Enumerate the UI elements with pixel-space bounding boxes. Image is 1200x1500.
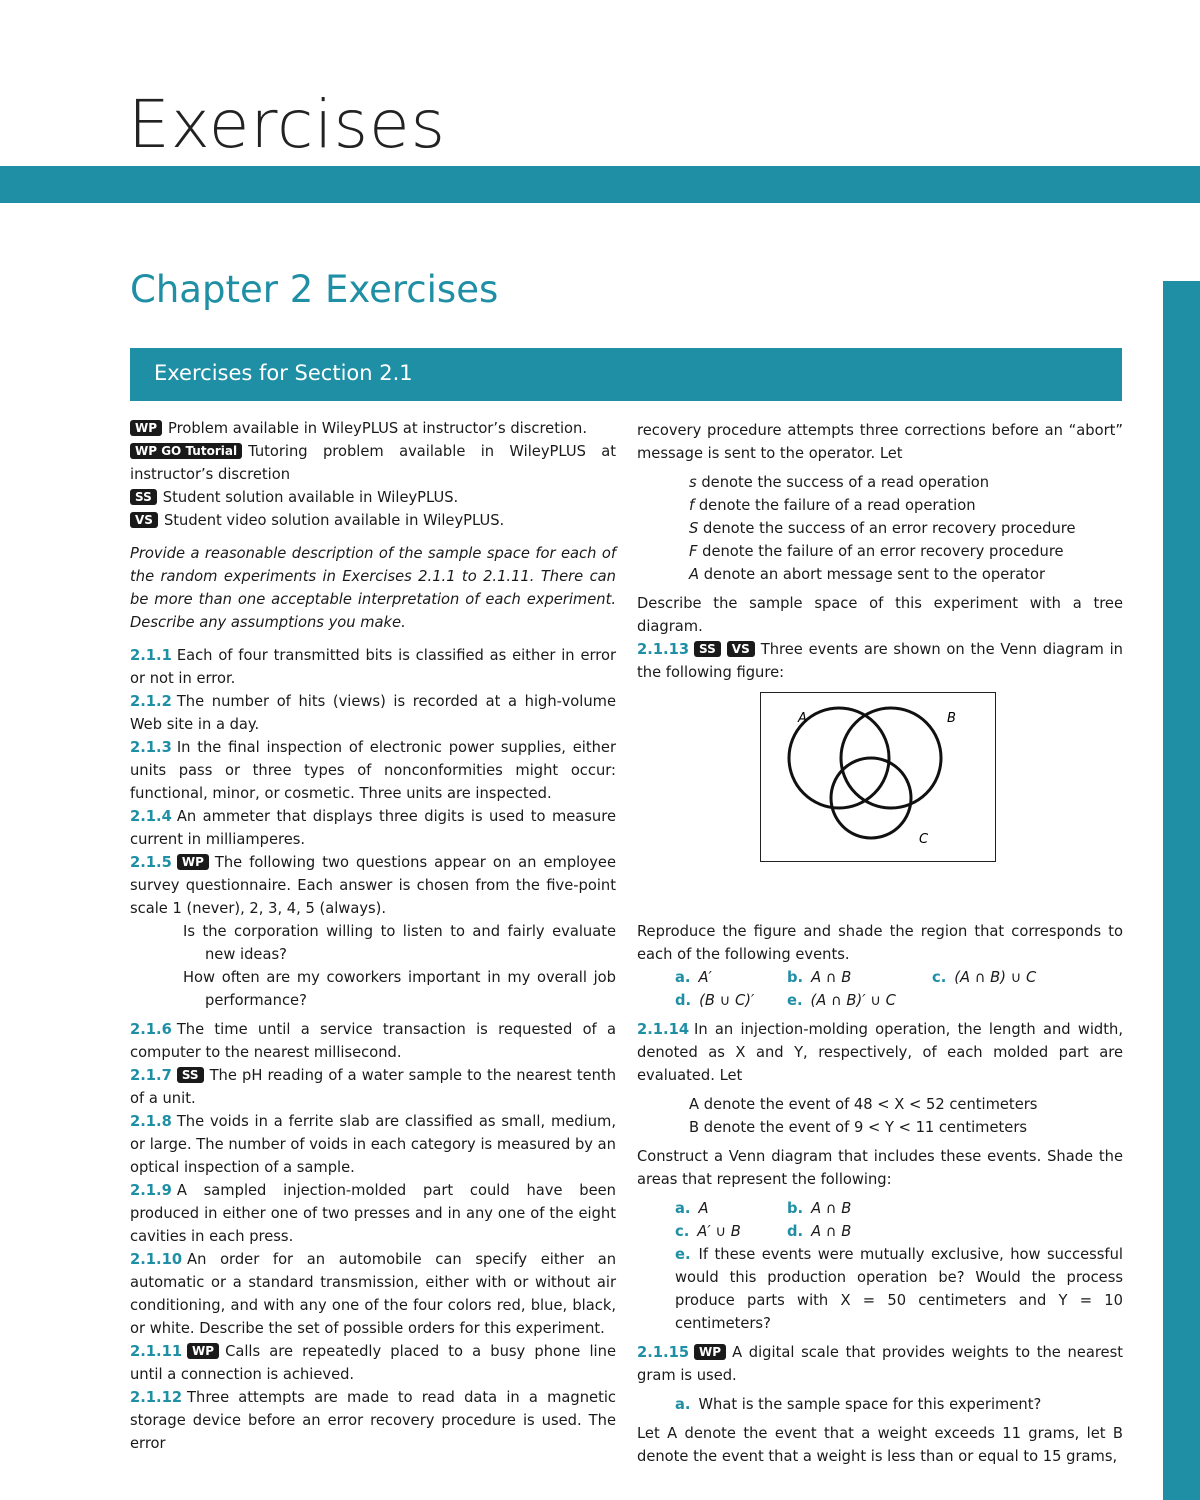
- legend-item: [130, 440, 616, 486]
- exercise-number: 2.1.5: [130, 854, 172, 871]
- exercise-text: The voids in a ferrite slab are classified as small, medium, or large. The number of voids in each category is measured by an optical inspection of a sample.: [130, 1113, 616, 1176]
- definition-symbol: f: [689, 497, 695, 514]
- exercise-number: 2.1.9: [130, 1182, 172, 1199]
- event-definition: [637, 494, 1123, 517]
- definition-text: denote the success of an error recovery procedure: [703, 520, 1076, 537]
- exercise-item: [130, 1179, 616, 1248]
- option-item: d. A ∩ B: [787, 1223, 852, 1240]
- option-row: [637, 966, 1123, 989]
- wp-badge: WP: [130, 420, 162, 436]
- exercise-text: Each of four transmitted bits is classified as either in error or not in error.: [130, 647, 616, 687]
- exercise-continuation: recovery procedure attempts three corrections before an “abort” message is sent to the operator. Let: [637, 422, 1123, 462]
- legend-text: Tutoring problem available in WileyPLUS at instructor’s discretion: [130, 443, 616, 483]
- exercise-item: [130, 1064, 616, 1110]
- event-definition: [637, 563, 1123, 586]
- exercise-number: 2.1.12: [130, 1389, 183, 1406]
- exercise-text: An ammeter that displays three digits is used to measure current in milliamperes.: [130, 808, 616, 848]
- exercise-number: 2.1.3: [130, 739, 172, 756]
- section-title: Exercises for Section 2.1: [154, 361, 413, 385]
- exercise-number: 2.1.15: [637, 1344, 690, 1361]
- left-column: [130, 417, 616, 1455]
- exercise-item: [130, 690, 616, 736]
- wp-go-tutorial-badge: WP GO Tutorial: [130, 443, 242, 459]
- venn-label-b: B: [947, 711, 956, 726]
- exercise-item: [130, 1248, 616, 1340]
- exercise-text: Calls are repeatedly placed to a busy phone line until a connection is achieved.: [130, 1343, 616, 1383]
- exercise-text: The time until a service transaction is requested of a computer to the nearest millisecond.: [130, 1021, 616, 1061]
- event-definition: [637, 471, 1123, 494]
- exercise-number: 2.1.6: [130, 1021, 172, 1038]
- tree-instruction: Describe the sample space of this experiment with a tree diagram.: [637, 595, 1123, 635]
- definition-list: [637, 471, 1123, 586]
- legend-item: [130, 486, 616, 509]
- ss-badge: SS: [177, 1067, 204, 1083]
- option-row: [637, 1197, 1123, 1220]
- exercise-text: A digital scale that provides weights to the nearest gram is used.: [637, 1344, 1123, 1384]
- exercise-number: 2.1.11: [130, 1343, 183, 1360]
- right-column: [637, 419, 1123, 1468]
- option-row: [637, 1220, 1123, 1243]
- exercise-text: The following two questions appear on an employee survey questionnaire. Each answer is chosen from the five-point scale 1 (never), 2, 3, 4, 5 (always).: [130, 854, 616, 917]
- venn-label-c: C: [919, 832, 929, 847]
- exercise-item: [130, 1110, 616, 1179]
- exercise-number: 2.1.4: [130, 808, 172, 825]
- ss-badge: SS: [694, 641, 721, 657]
- construct-instruction: Construct a Venn diagram that includes these events. Shade the areas that represent the following:: [637, 1148, 1123, 1188]
- exercise-number: 2.1.10: [130, 1251, 183, 1268]
- exercise-number: 2.1.13: [637, 641, 690, 658]
- option-item: a. A: [675, 1200, 709, 1217]
- side-accent-bar: [1163, 281, 1200, 1500]
- option-item: a. A′: [675, 969, 712, 986]
- legend-item: [130, 509, 616, 532]
- exercise-list: [130, 1018, 616, 1455]
- legend-text: Student solution available in WileyPLUS.: [162, 489, 459, 506]
- definition-text: denote the failure of a read operation: [698, 497, 976, 514]
- exercise-text: The number of hits (views) is recorded at a high-volume Web site in a day.: [130, 693, 616, 733]
- wp-badge: WP: [177, 854, 209, 870]
- section-header: [130, 348, 1122, 401]
- option-item: e. (A ∩ B)′ ∪ C: [787, 992, 896, 1009]
- legend-text: Problem available in WileyPLUS at instructor’s discretion.: [168, 420, 588, 437]
- survey-question: How often are my coworkers important in my overall job performance?: [183, 969, 616, 1009]
- exercise-item: [130, 1018, 616, 1064]
- exercise-item: [130, 1340, 616, 1386]
- wp-badge: WP: [187, 1343, 219, 1359]
- survey-question: Is the corporation willing to listen to and fairly evaluate new ideas?: [183, 923, 616, 963]
- event-definition: [637, 517, 1123, 540]
- exercise-item: [130, 805, 616, 851]
- definition-symbol: s: [689, 474, 697, 491]
- venn-label-a: A: [798, 711, 807, 726]
- event-definition: A denote the event of 48 < X < 52 centimeters: [689, 1096, 1038, 1113]
- exercise-text: Three events are shown on the Venn diagram in the following figure:: [637, 641, 1123, 681]
- option-item: c. A′ ∪ B: [675, 1223, 741, 1240]
- exercise-item: [130, 851, 616, 920]
- legend-item: [130, 417, 616, 440]
- exercise-number: 2.1.2: [130, 693, 172, 710]
- exercise-number: 2.1.7: [130, 1067, 172, 1084]
- exercise-text: In an injection-molding operation, the length and width, denoted as X and Y, respectively, of each molded part are evaluated. Let: [637, 1021, 1123, 1084]
- exercise-number: 2.1.1: [130, 647, 172, 664]
- exercise-item: [130, 736, 616, 805]
- reproduce-instruction: Reproduce the figure and shade the region that corresponds to each of the following events.: [637, 923, 1123, 963]
- exercise-text: Three attempts are made to read data in a magnetic storage device before an error recovery procedure is used. The error: [130, 1389, 616, 1452]
- exercise-number: 2.1.8: [130, 1113, 172, 1130]
- definition-symbol: F: [689, 543, 698, 560]
- option-item: c. (A ∩ B) ∪ C: [932, 969, 1037, 986]
- exercise-2-1-15: [637, 1341, 1123, 1387]
- definition-text: denote the failure of an error recovery procedure: [702, 543, 1064, 560]
- vs-badge: VS: [130, 512, 158, 528]
- legend-text: Student video solution available in WileyPLUS.: [163, 512, 505, 529]
- event-definition: [637, 540, 1123, 563]
- page-title: Exercises: [128, 86, 447, 163]
- option-a: a. What is the sample space for this experiment?: [675, 1396, 1042, 1413]
- venn-diagram: [760, 692, 996, 862]
- option-item: b. A ∩ B: [787, 1200, 852, 1217]
- chapter-title: Chapter 2 Exercises: [130, 268, 499, 311]
- exercise-continuation: Let A denote the event that a weight exceeds 11 grams, let B denote the event that a weight is less than or equal to 15 grams,: [637, 1425, 1123, 1465]
- exercise-number: 2.1.14: [637, 1021, 690, 1038]
- exercise-text: In the final inspection of electronic power supplies, either units pass or three types of nonconformities might occur: functional, minor, or cosmetic. Three units are inspected.: [130, 739, 616, 802]
- exercise-text: An order for an automobile can specify either an automatic or a standard transmission, either with or without air conditioning, and with any one of the four colors red, blue, black, or white. Describe the set of possible orders for this experiment.: [130, 1251, 616, 1337]
- question-list: [130, 920, 616, 1012]
- exercise-item: [130, 1386, 616, 1455]
- venn-circle-b: [841, 708, 941, 808]
- definition-text: denote the success of a read operation: [701, 474, 990, 491]
- option-item: d. (B ∪ C)′: [675, 992, 755, 1009]
- definition-symbol: S: [689, 520, 699, 537]
- exercise-list: [130, 644, 616, 920]
- exercise-text: The pH reading of a water sample to the nearest tenth of a unit.: [130, 1067, 616, 1107]
- option-item: b. A ∩ B: [787, 969, 852, 986]
- exercise-item: [130, 644, 616, 690]
- header-accent-bar: [0, 166, 1200, 203]
- option-row: [637, 989, 1123, 1012]
- exercise-2-1-13: [637, 638, 1123, 684]
- exercise-text: A sampled injection-molded part could have been produced in either one of two presses and in any one of the eight cavities in each press.: [130, 1182, 616, 1245]
- option-e: e. If these events were mutually exclusive, how successful would this production operation be? Would the process produce parts with X = 50 centimeters and Y = 10 centimeters?: [675, 1246, 1123, 1332]
- definition-symbol: A: [689, 566, 700, 583]
- instructions: Provide a reasonable description of the sample space for each of the random experiments in Exercises 2.1.1 to 2.1.11. There can be more than one acceptable interpretation of each experiment. Describe any assumptions you make.: [130, 545, 616, 631]
- definition-text: denote an abort message sent to the operator: [703, 566, 1046, 583]
- vs-badge: VS: [727, 641, 755, 657]
- wp-badge: WP: [694, 1344, 726, 1360]
- exercise-2-1-14: [637, 1018, 1123, 1087]
- ss-badge: SS: [130, 489, 157, 505]
- event-definition: B denote the event of 9 < Y < 11 centimeters: [689, 1119, 1028, 1136]
